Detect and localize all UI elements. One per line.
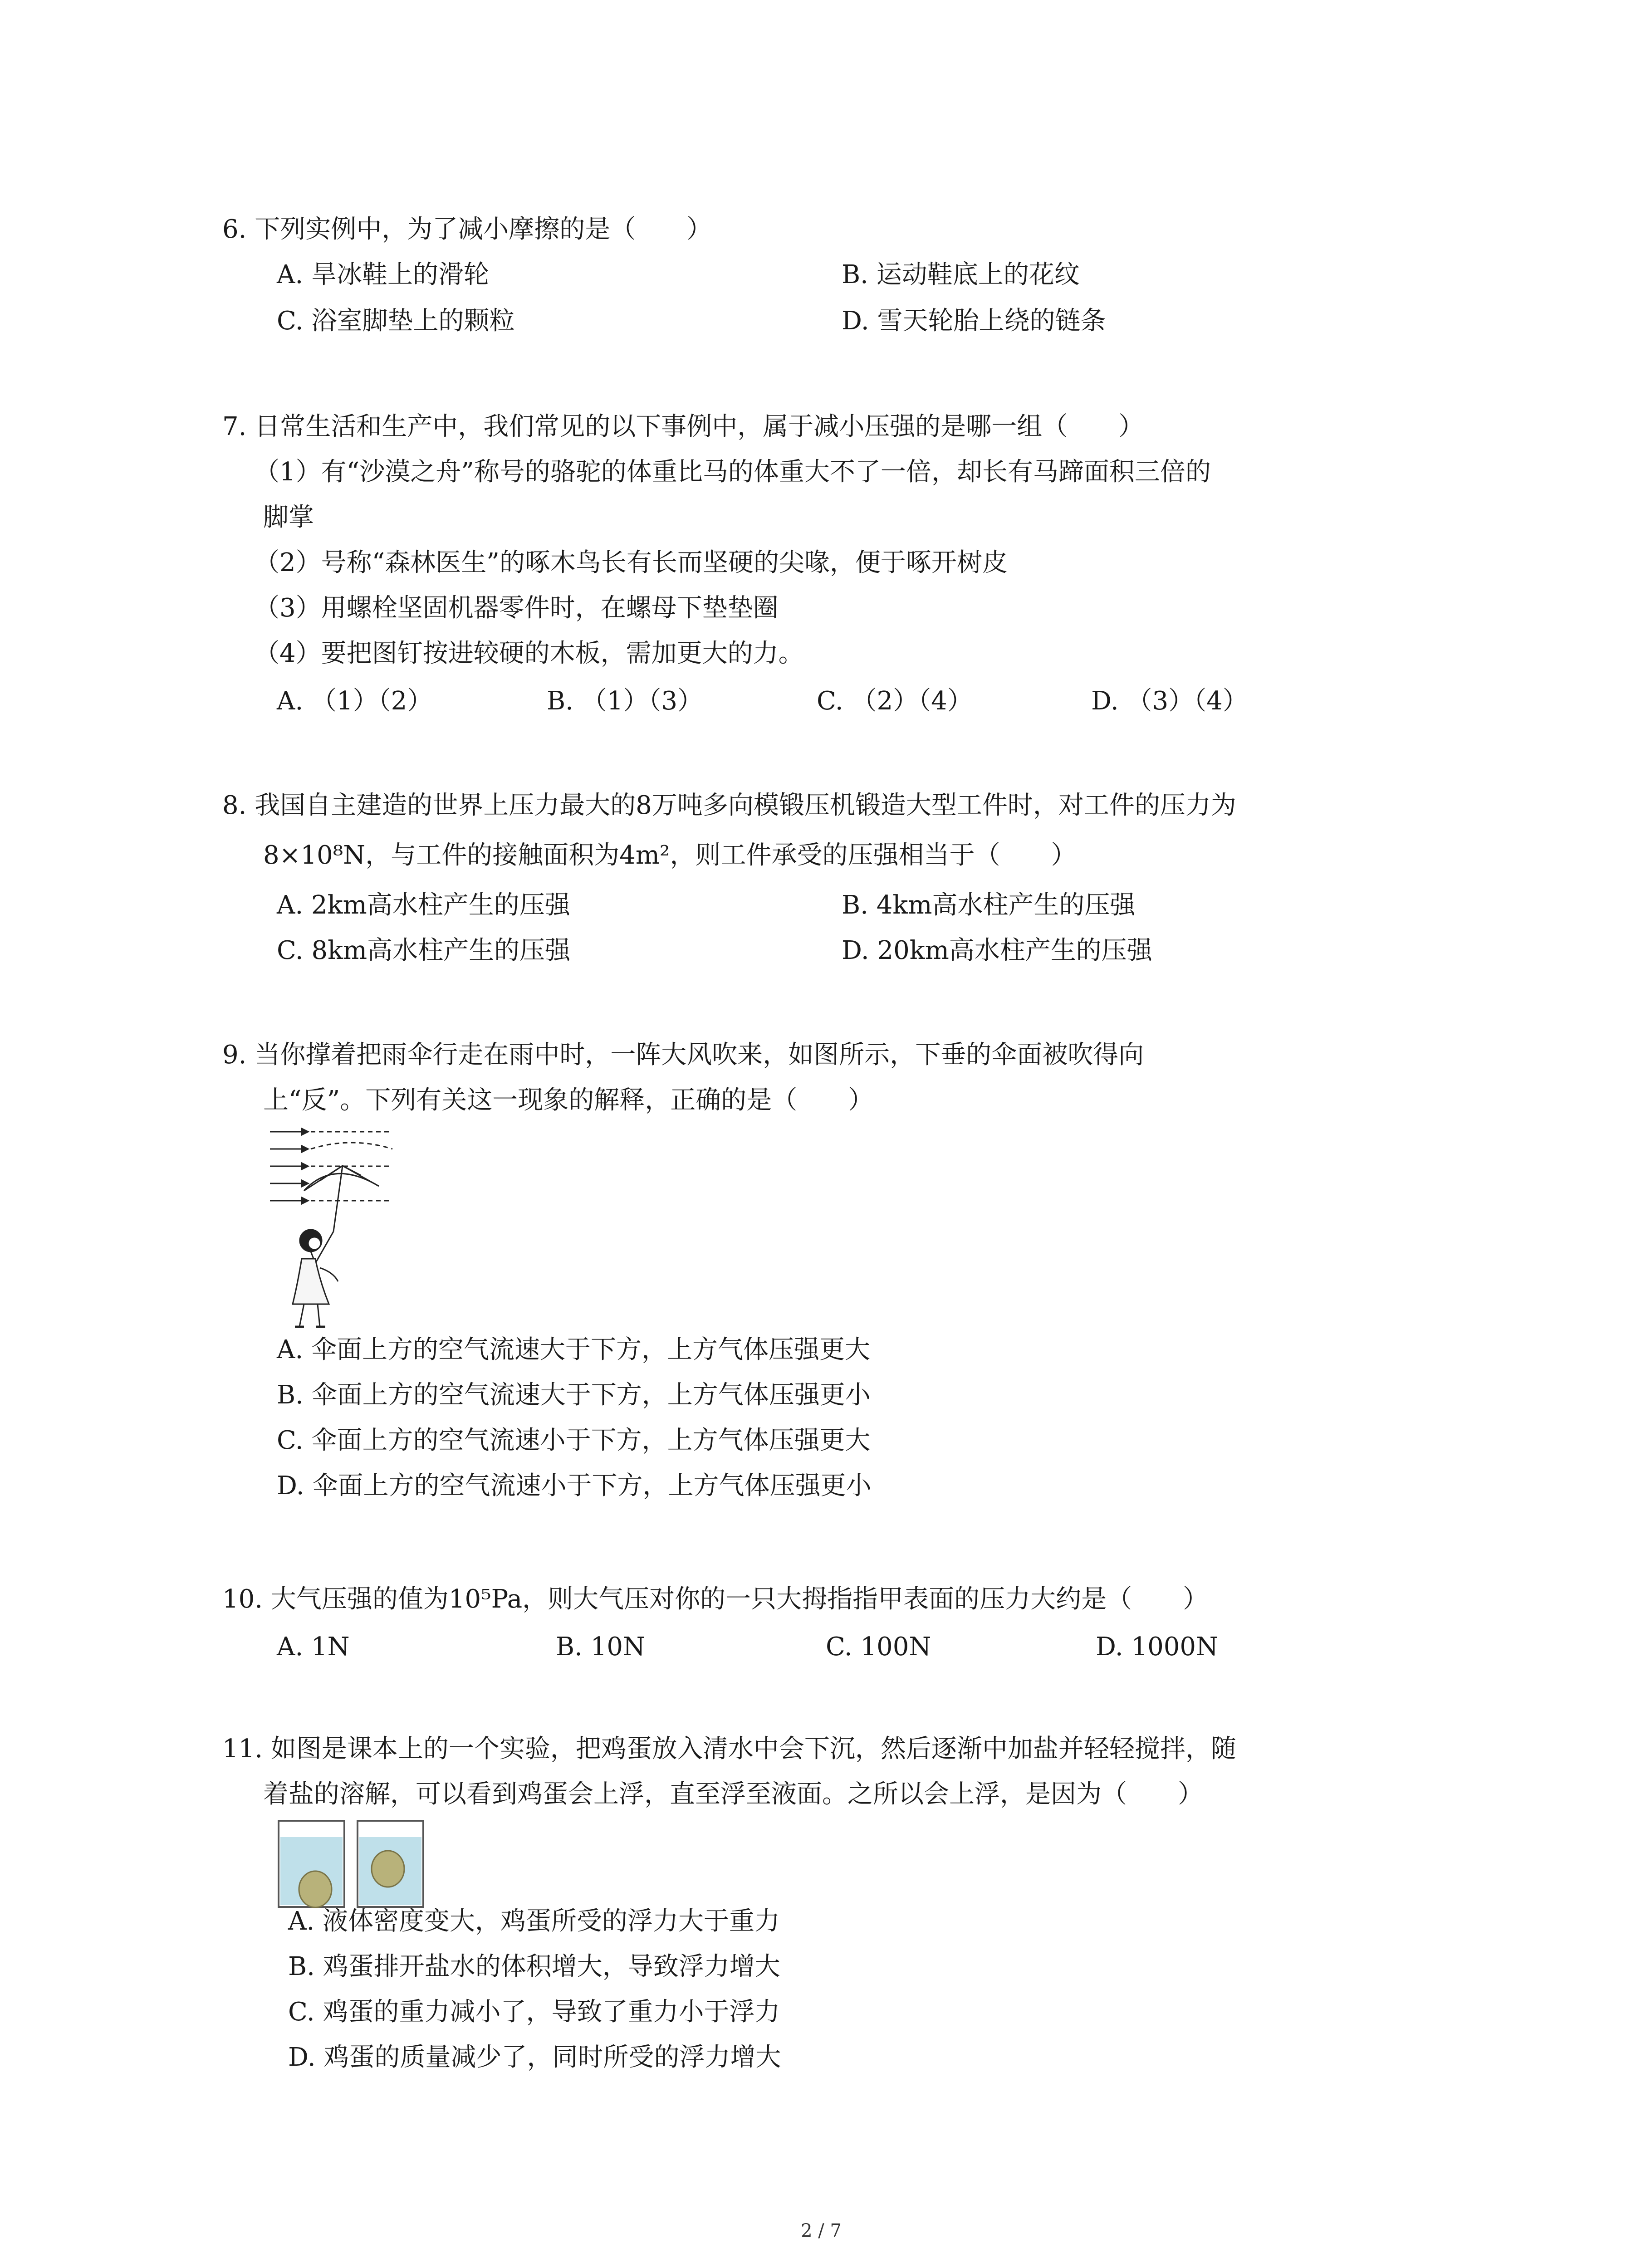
q6-option-b[interactable]: B. 运动鞋底上的花纹 xyxy=(842,260,1080,289)
q8-stem-line-2: 8×10⁸N，与工件的接触面积为4m²，则工件承受的压强相当于（ ） xyxy=(263,841,1077,870)
q10-option-a[interactable]: A. 1N xyxy=(277,1632,350,1662)
q7-item-2: （2）号称“森林医生”的啄木鸟长有长而坚硬的尖喙，便于啄开树皮 xyxy=(254,548,1008,577)
q11-stem-line-2: 着盐的溶解，可以看到鸡蛋会上浮，直至浮至液面。之所以会上浮，是因为（ ） xyxy=(263,1779,1203,1809)
q11-option-d[interactable]: D. 鸡蛋的质量减少了，同时所受的浮力增大 xyxy=(288,2043,781,2072)
q6-option-c[interactable]: C. 浴室脚垫上的颗粒 xyxy=(277,306,515,336)
q11-option-a[interactable]: A. 液体密度变大，鸡蛋所受的浮力大于重力 xyxy=(288,1906,780,1936)
q7-option-a[interactable]: A. （1）（2） xyxy=(277,686,433,716)
q7-option-c[interactable]: C. （2）（4） xyxy=(817,686,973,716)
egg-beakers-figure xyxy=(277,1819,426,1910)
q10-option-d[interactable]: D. 1000N xyxy=(1096,1632,1219,1662)
q8-option-c[interactable]: C. 8km高水柱产生的压强 xyxy=(277,936,571,965)
q7-item-4: （4）要把图钉按进较硬的木板，需加更大的力。 xyxy=(254,639,804,668)
q7-item-3: （3）用螺栓坚固机器零件时，在螺母下垫垫圈 xyxy=(254,593,779,623)
q7-option-b[interactable]: B. （1）（3） xyxy=(547,686,703,716)
q10-option-c[interactable]: C. 100N xyxy=(826,1632,931,1662)
q9-option-b[interactable]: B. 伞面上方的空气流速大于下方，上方气体压强更小 xyxy=(277,1380,871,1410)
q7-option-d[interactable]: D. （3）（4） xyxy=(1091,686,1248,716)
q7-item-1-line-1: （1）有“沙漠之舟”称号的骆驼的体重比马的体重大不了一倍，却长有马蹄面积三倍的 xyxy=(254,457,1211,487)
q9-stem-line-2: 上“反”。下列有关这一现象的解释，正确的是（ ） xyxy=(263,1085,874,1115)
q9-option-a[interactable]: A. 伞面上方的空气流速大于下方，上方气体压强更大 xyxy=(277,1335,871,1364)
q9-option-d[interactable]: D. 伞面上方的空气流速小于下方，上方气体压强更小 xyxy=(277,1471,872,1501)
q11-option-b[interactable]: B. 鸡蛋排开盐水的体积增大，导致浮力增大 xyxy=(288,1952,780,1981)
q6-option-d[interactable]: D. 雪天轮胎上绕的链条 xyxy=(842,306,1106,336)
q8-stem-line-1: 8. 我国自主建造的世界上压力最大的8万吨多向模锻压机锻造大型工件时，对工件的压力为 xyxy=(222,791,1236,820)
page-number: 2 / 7 xyxy=(801,2220,842,2241)
q10-option-b[interactable]: B. 10N xyxy=(556,1632,646,1662)
q6-stem: 6. 下列实例中，为了减小摩擦的是（ ） xyxy=(222,215,712,244)
q9-option-c[interactable]: C. 伞面上方的空气流速小于下方，上方气体压强更大 xyxy=(277,1426,871,1455)
q8-option-b[interactable]: B. 4km高水柱产生的压强 xyxy=(842,890,1136,920)
q8-option-d[interactable]: D. 20km高水柱产生的压强 xyxy=(842,936,1152,965)
q7-item-1-line-2: 脚掌 xyxy=(263,503,314,532)
q9-stem-line-1: 9. 当你撑着把雨伞行走在雨中时，一阵大风吹来，如图所示，下垂的伞面被吹得向 xyxy=(222,1040,1144,1070)
q7-stem: 7. 日常生活和生产中，我们常见的以下事例中，属于减小压强的是哪一组（ ） xyxy=(222,412,1144,441)
umbrella-wind-figure xyxy=(265,1123,402,1331)
q6-option-a[interactable]: A. 旱冰鞋上的滑轮 xyxy=(277,260,490,289)
q10-stem: 10. 大气压强的值为10⁵Pa，则大气压对你的一只大拇指指甲表面的压力大约是（ ） xyxy=(222,1584,1209,1614)
q8-option-a[interactable]: A. 2km高水柱产生的压强 xyxy=(277,890,570,920)
q11-option-c[interactable]: C. 鸡蛋的重力减小了，导致了重力小于浮力 xyxy=(288,1997,780,2027)
q11-stem-line-1: 11. 如图是课本上的一个实验，把鸡蛋放入清水中会下沉，然后逐渐中加盐并轻轻搅拌，随 xyxy=(222,1734,1236,1764)
